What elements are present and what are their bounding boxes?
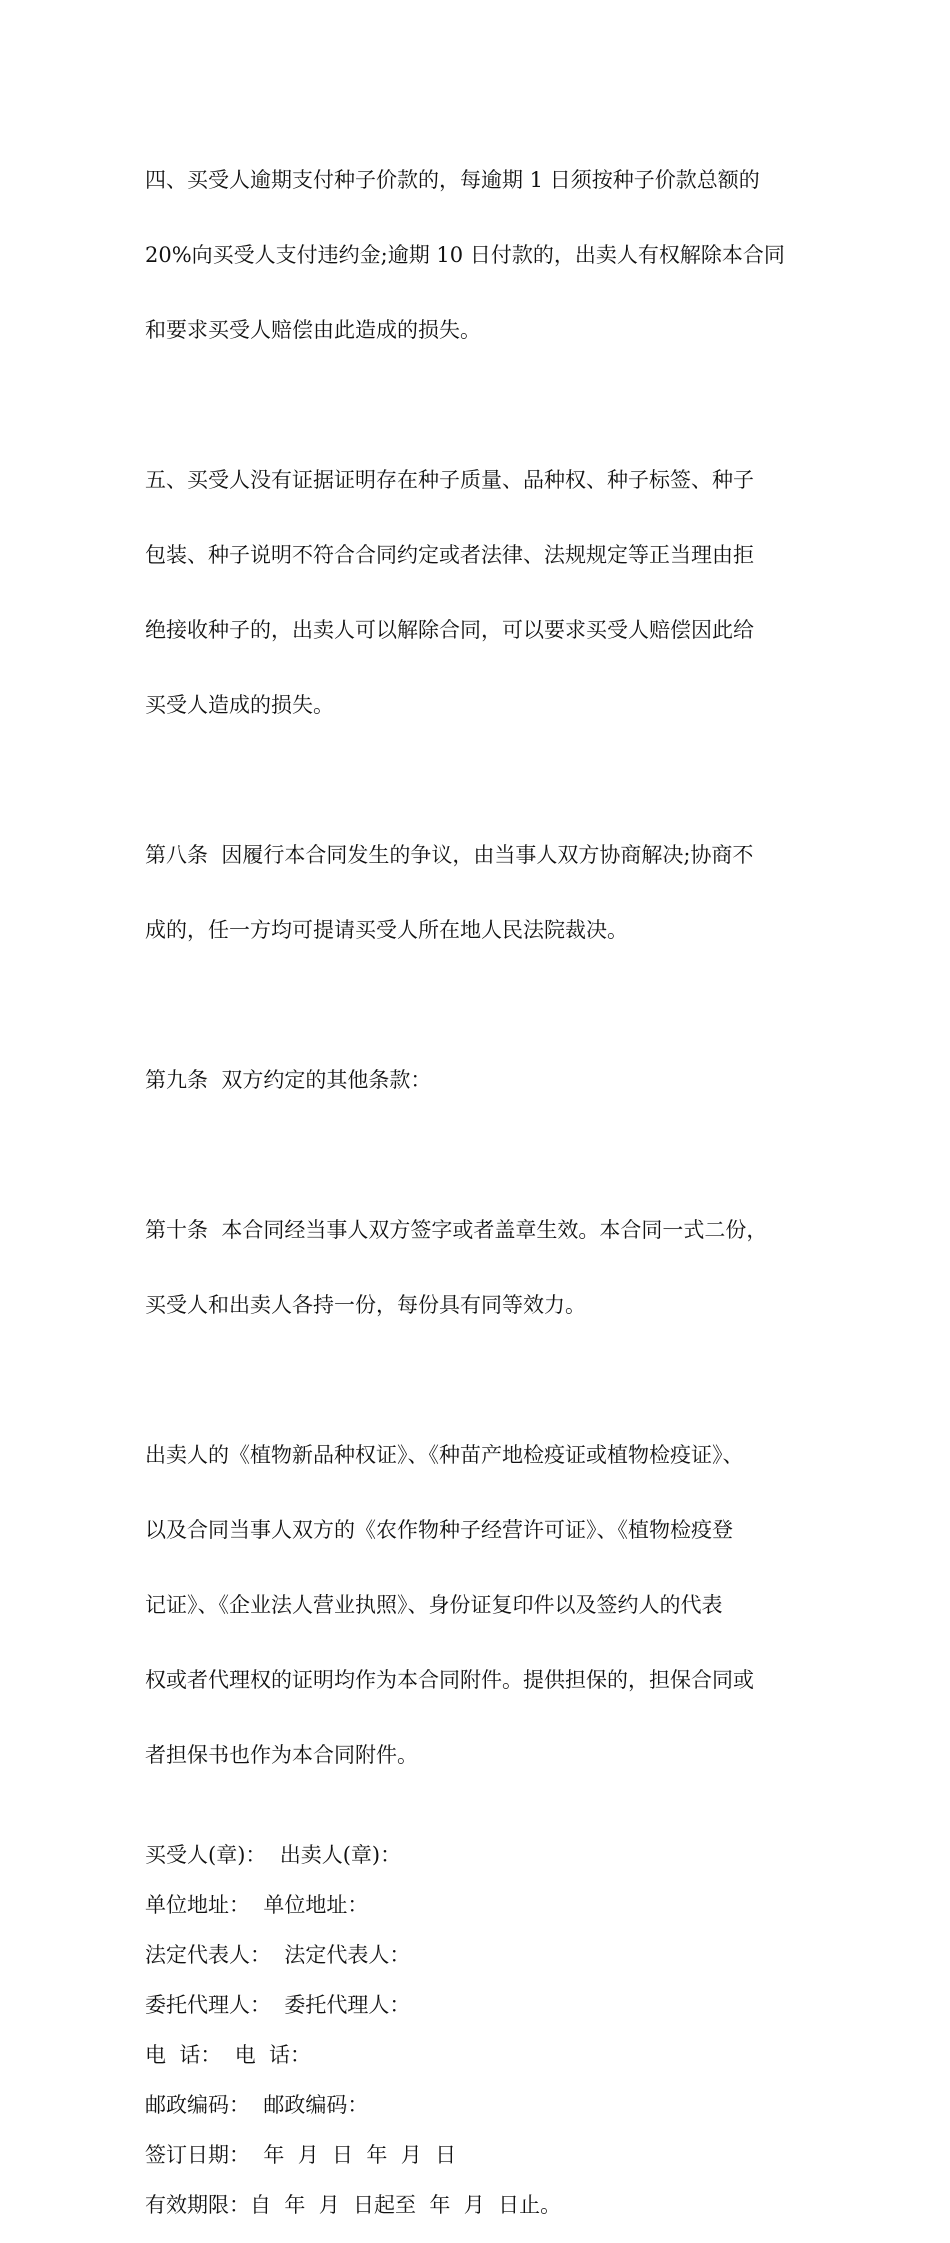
text-line: 和要求买受人赔偿由此造成的损失。 — [145, 318, 481, 342]
validity-period-field: 有效期限：自 年 月 日起至 年 月 日止。 — [145, 2193, 562, 2217]
text-line: 20%向买受人支付违约金;逾期 10 日付款的，出卖人有权解除本合同 — [145, 243, 785, 267]
article-eight — [145, 793, 810, 993]
text-line: 以及合同当事人双方的《农作物种子经营许可证》、《植物检疫登 — [145, 1518, 733, 1542]
phone-field: 电 话： 电 话： — [145, 2043, 312, 2067]
company-address-field: 单位地址： 单位地址： — [145, 1893, 369, 1917]
text-line: 权或者代理权的证明均作为本合同附件。提供担保的，担保合同或 — [145, 1668, 754, 1692]
signature-seal-field: 买受人(章)： 出卖人(章)： — [145, 1843, 402, 1867]
text-line: 第八条 因履行本合同发生的争议，由当事人双方协商解决;协商不 — [145, 843, 754, 867]
text-line: 第九条 双方约定的其他条款： — [145, 1068, 432, 1092]
authorized-agent-field: 委托代理人： 委托代理人： — [145, 1993, 411, 2017]
text-line: 包装、种子说明不符合合同约定或者法律、法规规定等正当理由拒 — [145, 543, 754, 567]
article-ten — [145, 1168, 810, 1368]
article-nine — [145, 1018, 810, 1143]
document-page — [145, 118, 810, 2243]
text-line: 买受人和出卖人各持一份，每份具有同等效力。 — [145, 1293, 586, 1317]
text-line: 出卖人的《植物新品种权证》、《种苗产地检疫证或植物检疫证》、 — [145, 1443, 744, 1467]
text-line: 绝接收种子的，出卖人可以解除合同，可以要求买受人赔偿因此给 — [145, 618, 754, 642]
postal-code-field: 邮政编码： 邮政编码： — [145, 2093, 369, 2117]
clause-five — [145, 418, 810, 768]
text-line: 记证》、《企业法人营业执照》、身份证复印件以及签约人的代表 — [145, 1593, 723, 1617]
text-line: 成的，任一方均可提请买受人所在地人民法院裁决。 — [145, 918, 628, 942]
legal-representative-field: 法定代表人： 法定代表人： — [145, 1943, 411, 1967]
attachments-paragraph — [145, 1393, 810, 1818]
clause-four — [145, 118, 810, 393]
text-line: 四、买受人逾期支付种子价款的，每逾期 1 日须按种子价款总额的 — [145, 168, 760, 192]
text-line: 第十条 本合同经当事人双方签字或者盖章生效。本合同一式二份， — [145, 1218, 768, 1242]
signing-date-field: 签订日期： 年 月 日 年 月 日 — [145, 2143, 457, 2167]
text-line: 买受人造成的损失。 — [145, 693, 334, 717]
text-line: 者担保书也作为本合同附件。 — [145, 1743, 418, 1767]
text-line: 五、买受人没有证据证明存在种子质量、品种权、种子标签、种子 — [145, 468, 754, 492]
